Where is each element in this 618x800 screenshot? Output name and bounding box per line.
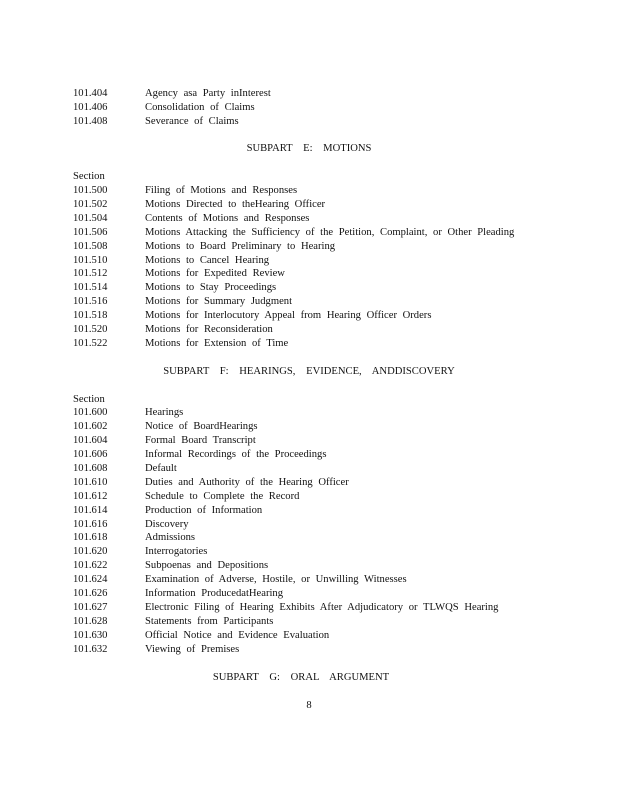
section-title: Formal Board Transcript <box>145 435 256 446</box>
section-number: 101.612 <box>73 491 108 502</box>
toc-row <box>73 643 593 657</box>
section-title: Filing of Motions and Responses <box>145 185 298 196</box>
section-title: Motions for Expedited Review <box>145 268 285 279</box>
section-number: 101.512 <box>73 268 108 279</box>
toc-row <box>73 309 593 323</box>
section-title: Consolidation of Claims <box>145 102 255 113</box>
toc-row <box>73 518 593 532</box>
section-title: Schedule to Complete the Record <box>145 491 300 502</box>
toc-row <box>73 267 593 281</box>
toc-row <box>73 101 593 115</box>
section-number: 101.627 <box>73 602 108 613</box>
toc-row <box>73 629 593 643</box>
section-title: Statements from Participants <box>145 616 274 627</box>
section-number: 101.620 <box>73 546 108 557</box>
section-number: 101.614 <box>73 505 108 516</box>
toc-row <box>73 559 593 573</box>
toc-row <box>73 615 593 629</box>
section-title: Official Notice and Evidence Evaluation <box>145 630 330 641</box>
section-title: Electronic Filing of Hearing Exhibits After Adjudicatory or TLWQS Hearing <box>145 602 499 613</box>
section-title: Informal Recordings of the Proceedings <box>145 449 327 460</box>
section-number: 101.506 <box>73 227 108 238</box>
toc-row <box>73 323 593 337</box>
section-title: Motions to Board Preliminary to Hearing <box>145 241 336 252</box>
toc-row <box>73 434 593 448</box>
section-title: Motions Attacking the Sufficiency of the Petition, Complaint, or Other Pleading <box>145 227 515 238</box>
toc-row <box>73 184 593 198</box>
section-title: Discovery <box>145 519 189 530</box>
section-number: 101.500 <box>73 185 108 196</box>
subpart-f-heading: SUBPART F: HEARINGS, EVIDENCE, ANDDISCOVERY <box>163 366 455 377</box>
toc-row <box>73 490 593 504</box>
toc-row <box>73 504 593 518</box>
section-number: 101.508 <box>73 241 108 252</box>
toc-row <box>73 198 593 212</box>
toc-row <box>73 295 593 309</box>
section-title: Motions to Stay Proceedings <box>145 282 277 293</box>
section-number: 101.628 <box>73 616 108 627</box>
toc-row <box>73 476 593 490</box>
section-title: Default <box>145 463 177 474</box>
section-number: 101.516 <box>73 296 108 307</box>
section-number: 101.514 <box>73 282 108 293</box>
section-title: Duties and Authority of the Hearing Officer <box>145 477 349 488</box>
section-title: Severance of Claims <box>145 116 239 127</box>
section-title: Hearings <box>145 407 184 418</box>
toc-row <box>73 462 593 476</box>
subpart-g-heading: SUBPART G: ORAL ARGUMENT <box>212 672 390 683</box>
section-title: Subpoenas and Depositions <box>145 560 269 571</box>
section-title: Notice of BoardHearings <box>145 421 258 432</box>
section-title: Motions to Cancel Hearing <box>145 255 270 266</box>
section-title: Admissions <box>145 532 196 543</box>
section-number: 101.510 <box>73 255 108 266</box>
toc-row <box>73 87 593 101</box>
section-number: 101.622 <box>73 560 108 571</box>
section-number: 101.630 <box>73 630 108 641</box>
toc-row <box>73 601 593 615</box>
section-title: Information ProducedatHearing <box>145 588 284 599</box>
toc-row <box>73 337 593 351</box>
section-number: 101.404 <box>73 88 108 99</box>
section-label: Section <box>73 171 105 182</box>
toc-row <box>73 448 593 462</box>
section-number: 101.518 <box>73 310 108 321</box>
section-title: Motions for Extension of Time <box>145 338 289 349</box>
toc-row <box>73 254 593 268</box>
section-number: 101.618 <box>73 532 108 543</box>
section-label: Section <box>73 394 105 405</box>
toc-row <box>73 573 593 587</box>
toc-row <box>73 531 593 545</box>
section-title: Examination of Adverse, Hostile, or Unwilling Witnesses <box>145 574 407 585</box>
toc-row <box>73 240 593 254</box>
section-title: Motions for Reconsideration <box>145 324 273 335</box>
section-number: 101.408 <box>73 116 108 127</box>
section-number: 101.602 <box>73 421 108 432</box>
section-title: Viewing of Premises <box>145 644 240 655</box>
toc-row <box>73 587 593 601</box>
section-number: 101.520 <box>73 324 108 335</box>
toc-row <box>73 226 593 240</box>
section-title: Production of Information <box>145 505 263 516</box>
section-number: 101.626 <box>73 588 108 599</box>
section-number: 101.606 <box>73 449 108 460</box>
section-number: 101.624 <box>73 574 108 585</box>
section-title: Motions for Interlocutory Appeal from Hearing Officer Orders <box>145 310 432 321</box>
section-number: 101.632 <box>73 644 108 655</box>
section-number: 101.600 <box>73 407 108 418</box>
section-title: Interrogatories <box>145 546 208 557</box>
toc-row <box>73 420 593 434</box>
section-title: Contents of Motions and Responses <box>145 213 310 224</box>
section-number: 101.522 <box>73 338 108 349</box>
toc-row <box>73 545 593 559</box>
page-number: 8 <box>306 700 312 711</box>
section-number: 101.604 <box>73 435 108 446</box>
section-number: 101.610 <box>73 477 108 488</box>
subpart-e-heading: SUBPART E: MOTIONS <box>246 143 372 154</box>
section-number: 101.616 <box>73 519 108 530</box>
section-number: 101.608 <box>73 463 108 474</box>
section-number: 101.502 <box>73 199 108 210</box>
toc-row <box>73 212 593 226</box>
section-title: Agency asa Party inInterest <box>145 88 271 99</box>
toc-row <box>73 406 593 420</box>
toc-row <box>73 281 593 295</box>
section-number: 101.504 <box>73 213 108 224</box>
toc-row <box>73 115 593 129</box>
section-title: Motions for Summary Judgment <box>145 296 293 307</box>
section-number: 101.406 <box>73 102 108 113</box>
section-title: Motions Directed to theHearing Officer <box>145 199 326 210</box>
